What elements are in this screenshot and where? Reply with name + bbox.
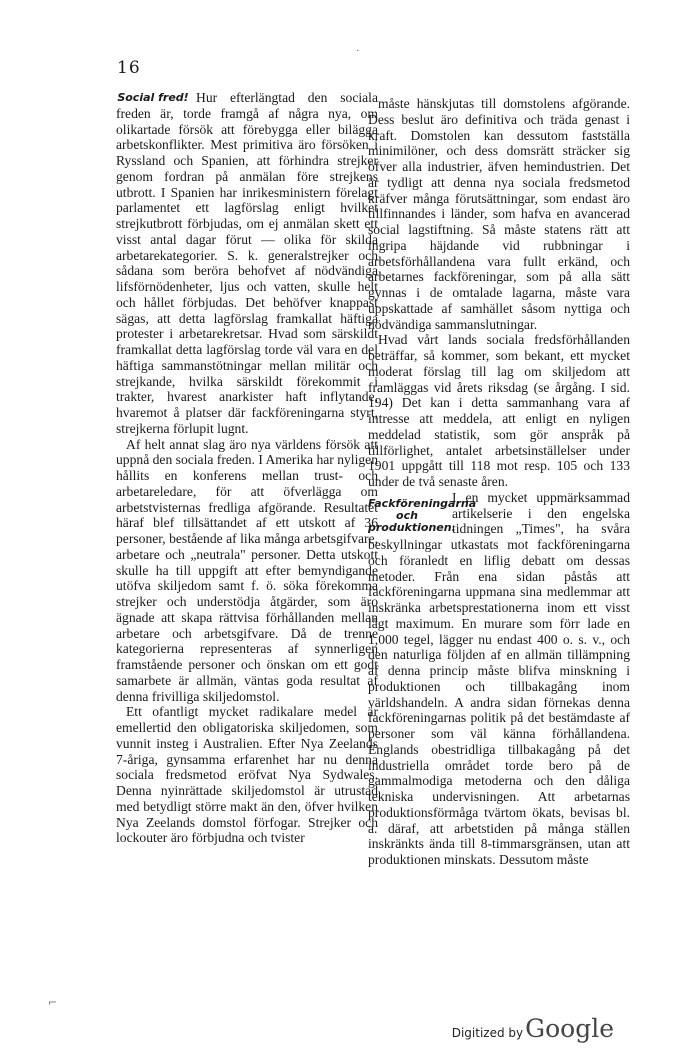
paragraph-1-text: Hur efterlängtad den sociala freden är, torde framgå af några nya, om olikartade försök att förebygga eller bilägga arbetskonflikter. Mest primitiva äro försöken i Ryssland och Spanien, att förhindra strejker genom fordran på anmälan före strejkens utbrott. I Spanien har inrikesministern förelagt parlamentet ett lagförslag enligt hvilket strejkutbrott förbjudas, om ej anmälan skett ett visst antal dagar förut — olika för skilda arbetarekategorier. S. k. generalstrejker och sådana som beröra behofvet af nödvändiga lifsförnödenheter, ljus och vatten, skulle helt och hållet förbjudas. Det behöfver knappast sägas, att detta lagförslag framkallat häftiga protester i arbetarekretsar. Hvad som särskildt framkallat detta lagförslag torde väl vara en del häftiga sammanstötningar mellan militär och strejkande, hvilka särskildt förekommit i trakter, hvarest anarkister haft inflytande, hvaremot å platser där fackföreningarna styrt, strejkerna förlupit lugnt. xyxy=(116,90,378,436)
sidehead-social-fred: Social fred! xyxy=(117,91,189,104)
sidehead-fackforeningarna: Fackföreningarna och produktionen. xyxy=(368,496,477,534)
paragraph-4: måste hänskjutas till domstolens afgörande. Dess beslut äro definitiva och träda genast i kraft. Domstolen kan dessutom fastställa minimilöner, och dess domsrätt sträcker sig öfver alla industrier, äfven hemindustrien. Det är tydligt att denna nya sociala fredsmetod kräfver många förutsättningar, som endast äro tillfinnandes i länder, som hafva en avancerad social lagstiftning. Så måste statens rätt att ingripa häjdande vid rubbningar i arbetsförhållandena vara fullt erkänd, och arbetarnes fackföreningar, som på alla sätt gynnas i de omtalade lagarna, måste vara uppskattade af samhället såsom nyttiga och nödvändiga sammanslutningar. xyxy=(368,96,630,332)
paragraph-1 xyxy=(116,90,378,437)
google-logo: Google xyxy=(525,1014,614,1043)
stray-mark: · xyxy=(356,44,360,57)
paragraph-6-text: I en mycket uppmärksammad artikelserie i den engelska tidningen „Times", ha svåra beskyllningar utkastats mot fackföreningarna och föranledt en liflig debatt om dessas metoder. Från ena sidan påstås att fackföreningarna uppmana sina medlemmar att inskränka arbetsprestationerna inom ett visst lågt maximum. En murare som förr lade en 1,000 tegel, lägger nu endast 400 o. s. v., och den naturliga följden af en allmän tillämpning af denna princip måste blifva minskning i produktionen och tillbakagång inom världshandeln. A andra sidan förnekas denna fackföreningarnas politik på det bestämdaste af personer som väl känna förhållandena. Englands obestridliga tillbakagång på det industriella området torde bero på de gammalmodiga metoderna och den dåliga tekniska undervisningen. Att arbetarnas produktionsförmåga tvärtom ökats, bevisas bl. a. däraf, att arbetstiden på många ställen inskränkts ända till 8-timmarsgränsen, utan att produktionen minskats. Dessutom måste xyxy=(368,489,630,867)
paragraph-6 xyxy=(368,490,630,868)
paragraph-3: Ett ofantligt mycket radikalare medel är emellertid den obligatoriska skiljedomen, som vunnit insteg i Australien. Efter Nya Zeelands 7-åriga, gynsamma erfarenhet har nu denna sociala fredsmetod eröfvat Nya Sydwales. Denna nyinrättade skiljedomstol är utrustad med betydligt större makt än den, öfver hvilken Nya Zeelands domstol förfogar. Strejker och lockouter äro förbjudna och tvister xyxy=(116,704,378,846)
page-number: 16 xyxy=(117,58,141,78)
left-column xyxy=(116,90,378,846)
stray-mark: ⌐ xyxy=(48,996,58,1009)
paragraph-2: Af helt annat slag äro nya världens försök att uppnå den sociala freden. I Amerika har nyligen hållits en konferens mellan trust- och arbetareledare, för att öfverlägga om arbetstvisternas fredliga afgörande. Resultatet häraf blef tillsättandet af ett utskott af 36 personer, bestående af lika många arbetsgifvare, arbetare och „neutrala" personer. Detta utskott skulle ha till uppgift att efter bemyndigande utöfva skiljedom samt f. ö. söka förekomma strejker och understödja åtgärder, som äro ägnade att skapa rättvisa förhållanden mellan arbetare och arbetsgifvare. Då de trenne kategorierna representeras af synnerligen framstående personer och önskan om ett godt samarbete är allmän, väntas goda resultat af denna frivilliga skiljedomstol. xyxy=(116,436,378,704)
right-column xyxy=(368,96,630,868)
paragraph-5: Hvad vårt lands sociala fredsförhållanden beträffar, så kommer, som bekant, ett mycket moderat förslag till lag om skiljedom att framläggas vid årets riksdag (se årgång. I sid. 194) Det kan i detta sammanhang vara af intresse att meddela, att enligt en nyligen meddelad statistik, som gör anspråk på tillförlighet, antalet arbetsinställelser under 1901 uppgått till 118 mot resp. 105 och 133 under de två senaste åren. xyxy=(368,332,630,489)
digitized-by-label: Digitized by xyxy=(451,1026,524,1040)
digitized-footer xyxy=(452,1014,614,1043)
